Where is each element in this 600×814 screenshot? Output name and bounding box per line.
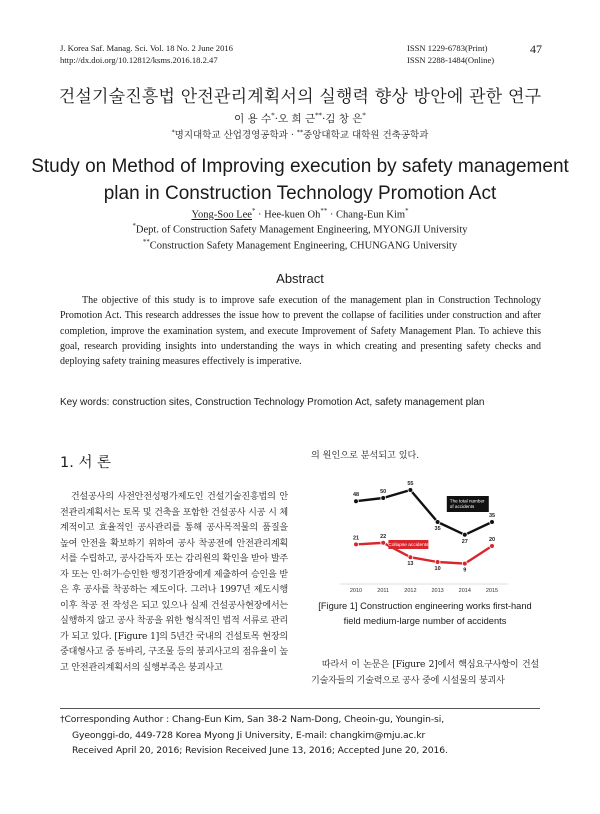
issn-print: ISSN 1229-6783(Print) (407, 43, 488, 53)
intro-paragraph-right: 따라서 이 논문은 [Figure 2]에서 핵심요구사항이 건설기술자들의 기술력으로 공사 중에 시설물의 붕괴사 (311, 660, 539, 686)
intro-continuation: 의 원인으로 분석되고 있다. (311, 451, 420, 461)
page-number: 47 (530, 42, 542, 56)
footnote-divider (60, 708, 540, 709)
data-point (354, 499, 359, 504)
data-label: 48 (352, 492, 360, 499)
korean-author-1: 이 용 수 (234, 113, 272, 125)
author-address: Gyeonggi-do, 449-728 Korea Myong Ji University, E-mail: changkim@mju.ac.kr (72, 729, 426, 741)
data-point (435, 560, 440, 565)
data-point (462, 561, 467, 566)
data-label: 55 (407, 481, 414, 487)
data-label: 20 (488, 537, 496, 543)
data-label: 21 (352, 535, 360, 542)
korean-author-3: 김 창 은 (325, 113, 363, 125)
x-tick-label: 2012 (404, 588, 417, 594)
abstract-heading: Abstract (276, 271, 324, 286)
x-tick-label: 2015 (485, 588, 499, 594)
footnote (60, 712, 544, 759)
english-title: Study on Method of Improving execution by safety management plan in Construction Technology Promotion Act (31, 156, 569, 204)
intro-paragraph-left: 건설공사의 사전안전성평가제도인 건설기술진흥법의 안전관리계획서는 토목 및 건축을 포함한 건설공사 시공 시 체계적이고 효율적인 공사관리를 통해 공사목적물의 품질을 높여 안전을 확보하기 위하여 공사 착공전에 안전관리계획서를 수립하고, 공사감독자 또는 감리원의 확인을 받아 발주자 또는 인·허가·승인한 행정기관장에게 제출하여 승인을 받은 후 공사를 착공하는 제도이다. 그러나 1997년 제도시행 이후 착공 전 작성은 되고 있으나 실제 건설공사현장에서는 실행하지 않고 공사 착공을 위한 형식적인 법적 서류로 관리가 되고 있다. [Figure 1]의 5년간 국내의 건설토목 현장의 중대형사고 중 동바리, 구조물 등의 붕괴사고의 점유율이 높고 안전관리계획서의 실행부족은 붕괴사고 (60, 492, 288, 673)
accidents-line-chart (336, 474, 512, 596)
english-author-1: Yong-Soo Lee (191, 209, 252, 221)
keywords: Key words: construction sites, Construction Technology Promotion Act, safety management plan (60, 397, 485, 408)
data-label: 27 (461, 538, 468, 545)
korean-title: 건설기술진흥법 안전관리계획서의 실행력 향상 방안에 관한 연구 (58, 87, 542, 107)
corresponding-author: †Corresponding Author : Chang-Eun Kim, San 38-2 Nam-Dong, Cheoin-gu, Youngin-si, (60, 714, 445, 725)
data-label: 35 (488, 513, 496, 519)
issn-online: ISSN 2288-1484(Online) (407, 55, 495, 65)
data-point (408, 555, 413, 560)
data-point (381, 540, 386, 545)
data-point (462, 532, 467, 537)
english-authors: Yong-Soo Lee* · Hee-kuen Oh** · Chang-Eun Kim* (191, 208, 409, 221)
legend-label-total: The total number of accidents (449, 498, 485, 509)
x-tick-label: 2011 (377, 588, 390, 594)
english-author-3: Chang-Eun Kim (335, 209, 406, 221)
korean-affiliations: *명지대학교 산업경영공학과 · **중앙대학교 대학원 건축공학과 (171, 128, 429, 141)
journal-citation: J. Korea Saf. Manag. Sci. Vol. 18 No. 2 June 2016 (60, 43, 233, 53)
doi-link[interactable]: http://dx.doi.org/10.12812/ksms.2016.18.2.47 (60, 55, 218, 65)
data-label: 13 (407, 561, 414, 568)
english-affiliation-2: **Construction Safety Management Engineering, CHUNGANG University (142, 239, 458, 252)
data-point (435, 520, 440, 525)
figure-1-caption: [Figure 1] Construction engineering works first-hand field medium-large number of accidents (318, 601, 532, 626)
english-author-2: Hee-kuen Oh (264, 209, 321, 221)
english-affiliation-1: *Dept. of Construction Safety Management Engineering, MYONGJI University (132, 223, 468, 236)
korean-author-2: 오 희 근 (278, 113, 316, 125)
figure-1-chart (336, 474, 512, 596)
data-label: 9 (463, 567, 467, 574)
x-tick-label: 2014 (458, 588, 471, 594)
data-label: 35 (434, 526, 441, 532)
korean-authors: 이 용 수*·오 희 근**·김 창 은* (234, 111, 366, 125)
received-dates: Received April 20, 2016; Revision Received June 13, 2016; Accepted June 20, 2016. (72, 745, 448, 756)
data-point (490, 520, 495, 525)
x-tick-label: 2010 (349, 588, 363, 594)
data-point (354, 542, 359, 547)
legend-label-collapse: Collapse accidents (388, 543, 429, 549)
data-point (381, 496, 386, 501)
section-heading: 1. 서 론 (60, 455, 112, 471)
data-point (490, 544, 495, 549)
x-tick-label: 2013 (431, 588, 444, 594)
abstract-body: The objective of this study is to improve safe execution of the management plan in Construction Technology Promotion Act. This research addresses the issue how to prevent the collapse of facilities under construction and after completion, improve the examination system, and execute Improvement of Safety Management Plan. To achieve this goal, research providing insights into understanding the ways in which creating and presenting safety checks and deploying safety training measures effectively is imperative. (60, 295, 541, 368)
data-label: 22 (380, 533, 387, 540)
data-label: 10 (434, 566, 441, 572)
data-label: 50 (380, 489, 387, 495)
data-point (408, 488, 413, 493)
